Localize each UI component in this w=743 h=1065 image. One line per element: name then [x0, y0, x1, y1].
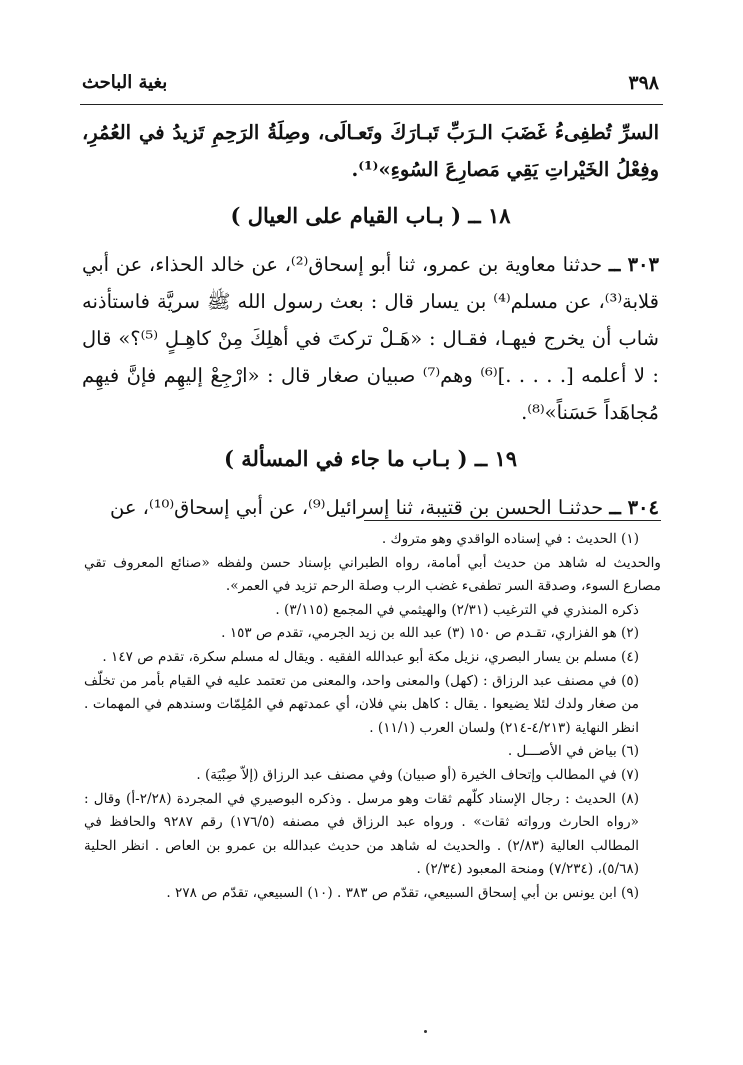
footnote-2-3: (٢) هو الفزاري، تقـدم ص ١٥٠ (٣) عبد الله بن زيد الجرمي، تقدم ص ١٥٣ . — [221, 625, 639, 642]
header-divider — [80, 104, 663, 105]
book-title: بغية الباحث — [82, 72, 168, 93]
footnote-6: (٦) بياض في الأصـــل . — [507, 743, 639, 760]
footnotes — [84, 528, 661, 906]
footnote-7: (٧) في المطالب وإتحاف الخيرة (أو صبيان) وفي مصنف عبد الرزاق (إلاّ صِبْيَة) . — [196, 766, 639, 783]
hadith-text-304: حدثنـا الحسن بن قتيبة، ثنا إسرائيل⁽⁹⁾، عن أبي إسحاق⁽¹⁰⁾، عن — [109, 496, 610, 519]
hadith-continuation: السرِّ تُطفِىءُ غَضَبَ الـرَبِّ تَبـارَكَ وتَعـالَى، وصِلَةُ الرَحِمِ تَزيدُ في العُمُرِ، وفِعْلُ الخَيْراتِ يَقِي مَصارِعَ السُوءِ»⁽¹⁾. — [82, 121, 659, 181]
footnote-1: (١) الحديث : في إسناده الواقدي وهو متروك . — [381, 531, 639, 547]
chapter-heading-18: ١٨ ــ ( بـاب القيام على العيال ) — [230, 203, 511, 228]
chapter-heading-19: ١٩ ــ ( بـاب ما جاء في المسألة ) — [224, 446, 517, 471]
footnote-8: (٨) الحديث : رجال الإسناد كلّهم ثقات وهو مرسل . وذكره البوصيري في المجردة (٢/٢٨-أ) وقال : «رواه الحارث ورواته ثقات» . ورواه عبد الرزاق في مصنفه (١٧٦/٥) رقم ٩٢٨٧ والحافظ في المطالب العالية (٢/٨٣) . والحديث له شاهد من حديث عبدالله بن عمرو بن العاص . انظر الحلية (٥/٦٨)، (٧/٢٣٤) ومنحة المعبود (٢/٣٤) . — [84, 790, 639, 878]
footnote-1-continued: والحديث له شاهد من حديث أبي أمامة، رواه الطبراني بإسناد حسن ولفظه «صنائع المعروف تقي مصارع السوء، وصدقة السر تطفىء غضب الرب وصلة الرحم تزيد في العمر». — [84, 554, 661, 595]
print-speck — [424, 1030, 427, 1033]
footnote-9-10: (٩) ابن يونس بن أبي إسحاق السبيعي، تقدّم ص ٣٨٣ . (١٠) السبيعي، تقدّم ص ٢٧٨ . — [166, 884, 639, 901]
hadith-303 — [82, 246, 659, 431]
hadith-number-303: ٣٠٣ ــ — [608, 253, 659, 276]
footnote-divider — [364, 520, 661, 521]
footnote-1-reference: ذكره المنذري في الترغيب (٢/٣١) والهيثمي في المجمع (٣/١١٥) . — [275, 601, 639, 618]
page-header — [82, 72, 659, 102]
hadith-number-304: ٣٠٤ ــ — [609, 496, 659, 519]
page-number: ٣٩٨ — [628, 72, 659, 94]
hadith-text-303: حدثنا معاوية بن عمرو، ثنا أبو إسحاق⁽²⁾، عن خالد الحذاء، عن أبي قلابة⁽³⁾، عن مسلم⁽⁴⁾ بن يسار قال : بعث رسول الله ﷺ سريَّة فاستأذنه شاب أن يخرج فيهـا، فقـال : «هَـلْ تركتَ في أهلِكَ مِنْ كاهِـلٍ ⁽⁵⁾؟» قال : لا أعلمه [. . . . .]⁽⁶⁾ وهم⁽⁷⁾ صبيان صغار قال : «ارْجِعْ إليهِم فإنَّ فيهِم مُجاهَداً حَسَناً»⁽⁸⁾. — [82, 253, 659, 424]
footnote-4: (٤) مسلم بن يسار البصري، نزيل مكة أبو عبدالله الفقيه . ويقال له مسلم سكرة، تقدم ص ١٤٧ . — [102, 648, 639, 665]
main-text — [82, 114, 659, 526]
footnote-5: (٥) في مصنف عبد الرزاق : (كهل) والمعنى واحد، والمعنى من تعتمد عليه في القيام بأمر من تخلّف من صغار ولدك لئلا يضيعوا . يقال : كاهل بني فلان، أي عمدتهم في المُلِمّات وسندهم في المهمات . انظر النهاية (٤/٢١٣-٢١٤) ولسان العرب (١١/١) . — [84, 672, 639, 736]
